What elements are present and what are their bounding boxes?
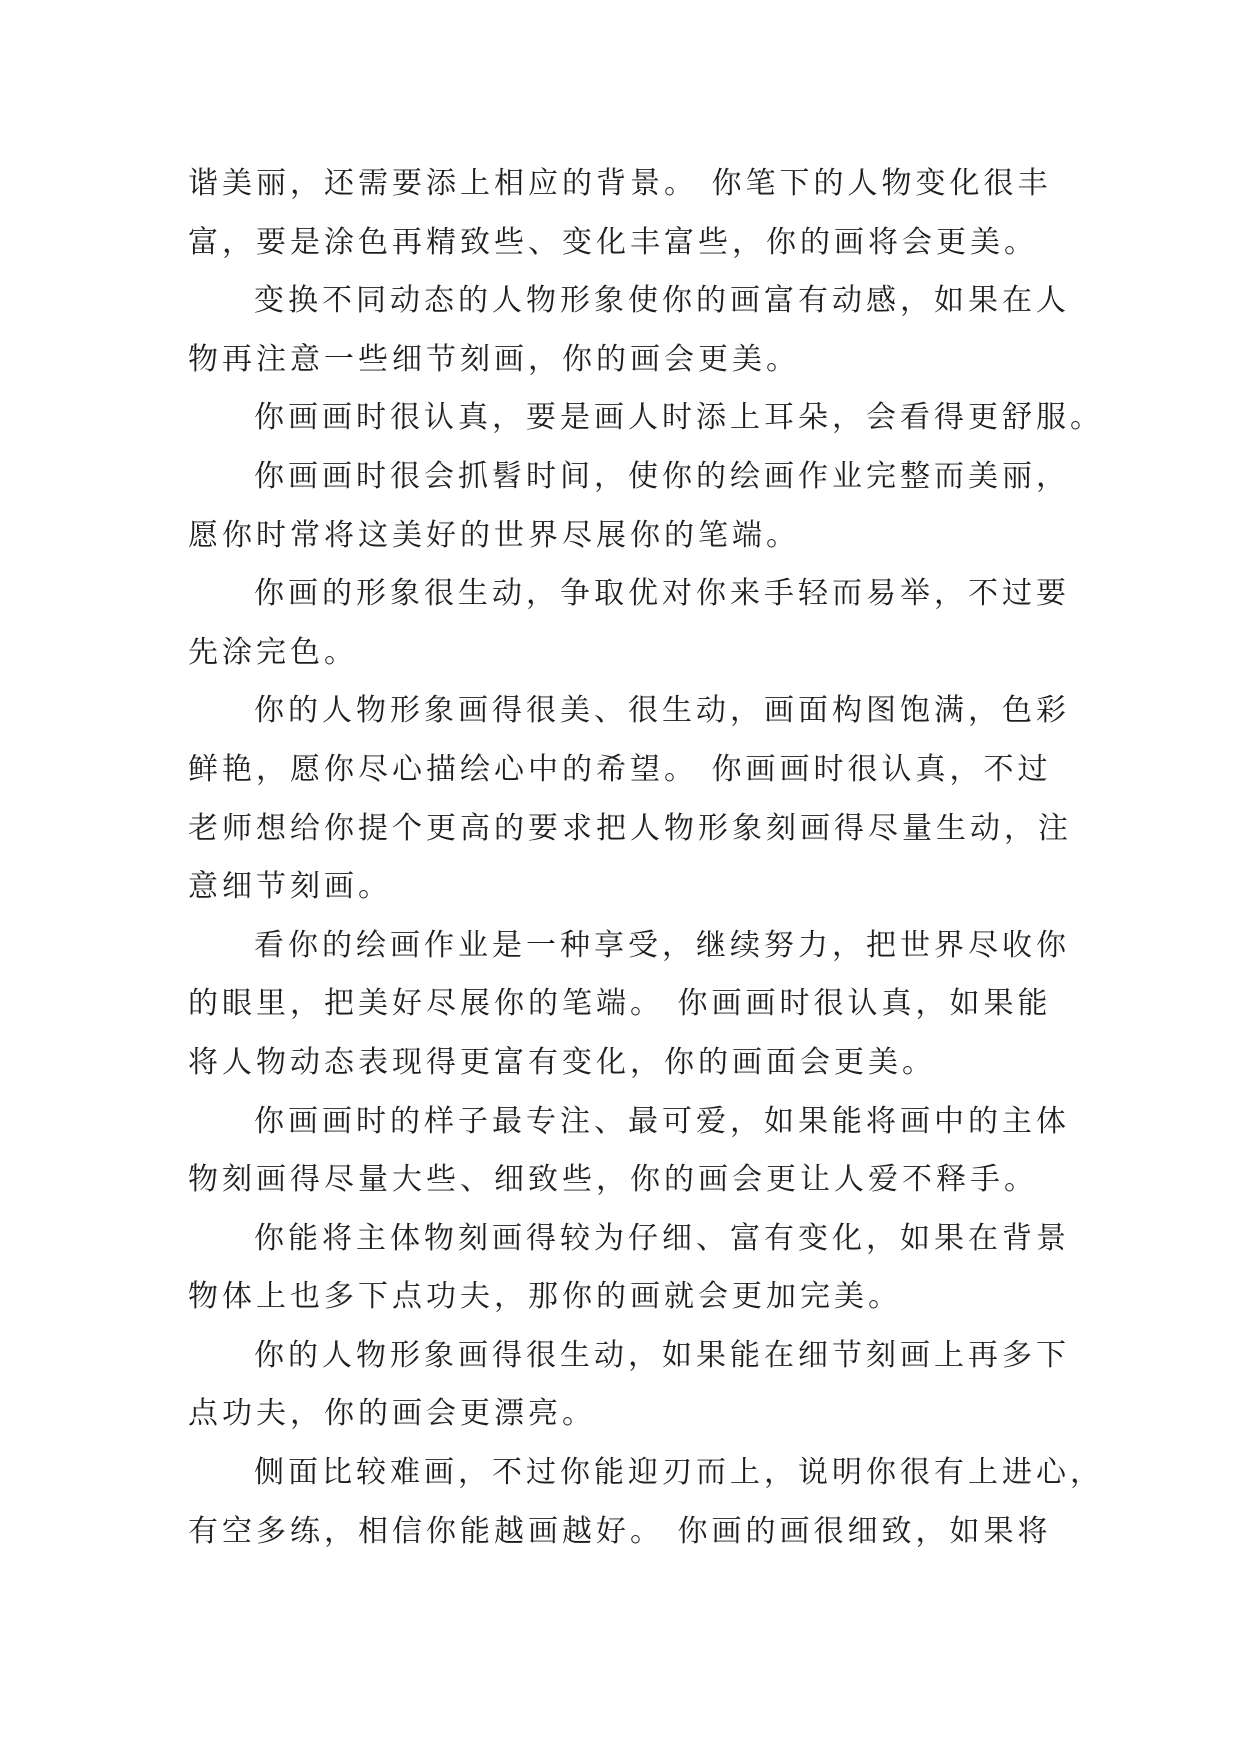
text-line: 有空多练，相信你能越画越好。 你画的画很细致，如果将 — [188, 1513, 1052, 1549]
text-line: 意细节刻画。 — [188, 869, 392, 905]
text-line: 物体上也多下点功夫，那你的画就会更加完美。 — [188, 1279, 902, 1315]
text-line: 侧面比较难画，不过你能迎刃而上，说明你很有上进心， — [254, 1455, 1104, 1491]
text-line: 物刻画得尽量大些、细致些，你的画会更让人爱不释手。 — [188, 1162, 1038, 1198]
text-line: 你画画时很会抓髫时间，使你的绘画作业完整而美丽， — [254, 458, 1070, 494]
text-line: 谐美丽，还需要添上相应的背景。 你笔下的人物变化很丰 — [188, 166, 1052, 201]
text-line: 你能将主体物刻画得较为仔细、富有变化，如果在背景 — [254, 1220, 1070, 1256]
text-line: 的眼里，把美好尽展你的笔端。 你画画时很认真，如果能 — [188, 986, 1052, 1022]
text-line: 将人物动态表现得更富有变化，你的画面会更美。 — [188, 1044, 936, 1080]
text-line: 你画画时的样子最专注、最可爱，如果能将画中的主体 — [254, 1103, 1070, 1139]
text-line: 变换不同动态的人物形象使你的画富有动感，如果在人 — [254, 283, 1070, 319]
text-line: 物再注意一些细节刻画，你的画会更美。 — [188, 341, 800, 377]
text-line: 老师想给你提个更高的要求把人物形象刻画得尽量生动，注 — [188, 810, 1072, 846]
text-line: 愿你时常将这美好的世界尽展你的笔端。 — [188, 517, 800, 553]
text-line: 你画画时很认真，要是画人时添上耳朵，会看得更舒服。 — [254, 400, 1104, 436]
text-line: 先涂完色。 — [188, 634, 358, 670]
text-line: 鲜艳，愿你尽心描绘心中的希望。 你画画时很认真，不过 — [188, 751, 1052, 787]
text-line: 你画的形象很生动，争取优对你来手轻而易举，不过要 — [254, 576, 1070, 612]
text-line: 点功夫，你的画会更漂亮。 — [188, 1396, 596, 1432]
text-line: 你的人物形象画得很美、很生动，画面构图饱满，色彩 — [254, 693, 1070, 729]
text-line: 看你的绘画作业是一种享受，继续努力，把世界尽收你 — [254, 927, 1070, 963]
document-body — [188, 155, 1104, 1561]
text-line: 你的人物形象画得很生动，如果能在细节刻画上再多下 — [254, 1337, 1070, 1373]
text-line: 富，要是涂色再精致些、变化丰富些，你的画将会更美。 — [188, 224, 1038, 260]
